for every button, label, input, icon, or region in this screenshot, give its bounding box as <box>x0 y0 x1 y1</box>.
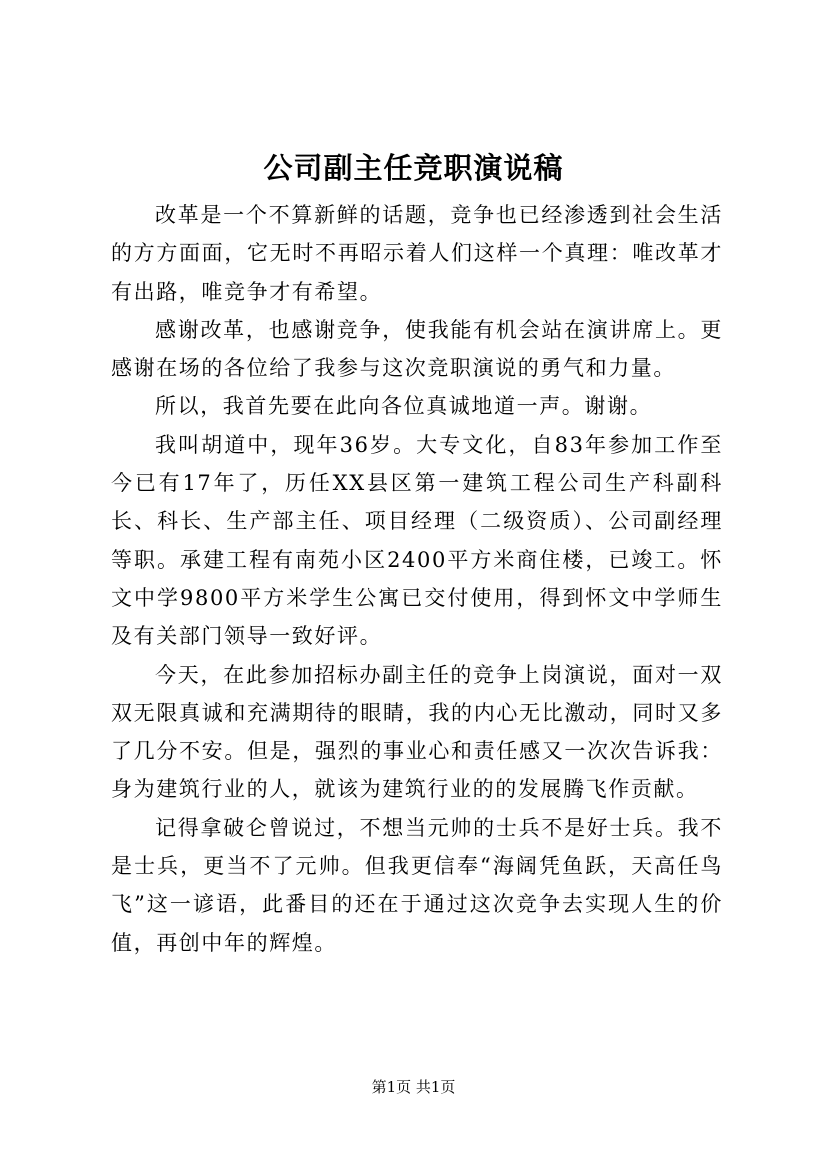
paragraph: 记得拿破仑曾说过，不想当元帅的士兵不是好士兵。我不是士兵，更当不了元帅。但我更信奉“海阔凭鱼跃，天高任鸟飞”这一谚语，此番目的还在于通过这次竞争去实现人生的价值，再创中年的辉煌。 <box>111 815 723 955</box>
paragraph: 所以，我首先要在此向各位真诚地道一声。谢谢。 <box>155 394 653 419</box>
paragraph: 我叫胡道中，现年36岁。大专文化，自83年参加工作至今已有17年了，历任XX县区第一建筑工程公司生产科副科长、科长、生产部主任、项目经理（二级资质）、公司副经理等职。承建工程有南苑小区2400平方米商住楼，已竣工。怀文中学9800平方米学生公寓已交付使用，得到怀文中学师生及有关部门领导一致好评。 <box>111 432 723 649</box>
paragraph: 改革是一个不算新鲜的话题，竞争也已经渗透到社会生活的方方面面，它无时不再昭示着人们这样一个真理：唯改革才有出路，唯竞争才有希望。 <box>111 203 723 304</box>
document-title: 公司副主任竞职演说稿 <box>263 151 564 185</box>
paragraph: 感谢改革，也感谢竞争，使我能有机会站在演讲席上。更感谢在场的各位给了我参与这次竞职演说的勇气和力量。 <box>111 317 723 381</box>
page-footer: 第1页 共1页 <box>371 1078 456 1096</box>
document-body <box>111 196 723 962</box>
paragraph: 今天，在此参加招标办副主任的竞争上岗演说，面对一双双无限真诚和充满期待的眼睛，我的内心无比激动，同时又多了几分不安。但是，强烈的事业心和责任感又一次次告诉我：身为建筑行业的人，就该为建筑行业的的发展腾飞作贡献。 <box>111 662 723 802</box>
